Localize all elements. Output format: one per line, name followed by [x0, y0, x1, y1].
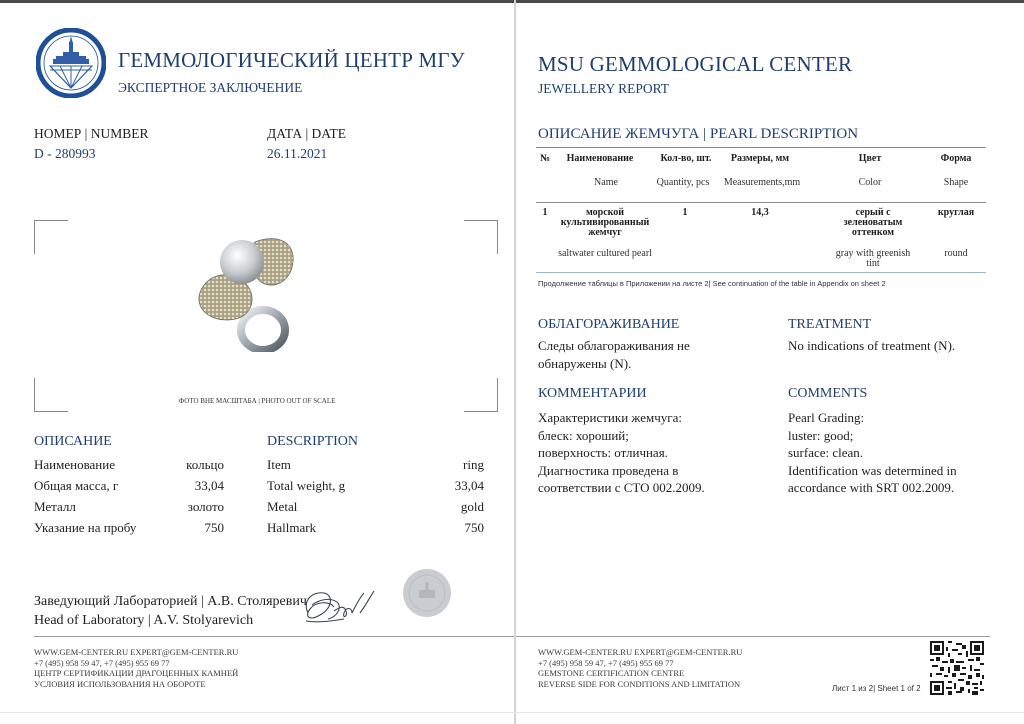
description-en-value: gold: [460, 499, 484, 514]
description-ru-label: Металл: [34, 499, 76, 514]
description-en-label: Hallmark: [267, 520, 317, 535]
description-en-value: 33,04: [454, 478, 484, 493]
description-ru-label: Наименование: [34, 457, 115, 472]
table-header-size-en: Measurements,mm: [723, 177, 801, 188]
footer-phones: +7 (495) 958 59 47, +7 (495) 955 69 77: [538, 657, 674, 668]
sheet-number: Лист 1 из 2| Sheet 1 of 2: [832, 684, 921, 693]
description-ru-value: кольцо: [186, 457, 224, 472]
description-ru-title: ОПИСАНИЕ: [34, 434, 112, 449]
photo-caption: ФОТО ВНЕ МАСШТАБА | PHOTO OUT OF SCALE: [178, 397, 336, 405]
table-cell-size: 14,3: [751, 207, 769, 218]
table-cell-name-ru: морской культивированный жемчуг: [560, 207, 650, 238]
name-en: | A.V. Stolyarevich: [147, 613, 254, 628]
table-header-border: [536, 202, 986, 203]
date-label: ДАТА | DATE: [267, 126, 347, 141]
table-header-size: Размеры, мм: [730, 153, 790, 164]
table-header-color-en: Color: [858, 177, 882, 188]
comments-en-line: accordance with SRT 002.2009.: [788, 480, 955, 495]
treatment-ru-line: обнаружены (N).: [538, 355, 632, 371]
table-header-name-en: Name: [594, 177, 618, 188]
ring-photo: [195, 232, 315, 352]
description-en-label: Item: [267, 457, 291, 472]
table-cell-no: 1: [542, 207, 548, 218]
description-en-title: DESCRIPTION: [267, 434, 359, 449]
description-ru-label: Указание на пробу: [34, 520, 137, 535]
bottom-border: [0, 712, 1024, 713]
number-value: D - 280993: [34, 146, 96, 161]
treatment-ru-line: Следы облагораживания не: [538, 338, 690, 353]
photo-frame-corner: [34, 378, 68, 412]
description-ru-value: золото: [187, 499, 224, 514]
footer-ru: [34, 647, 238, 689]
table-cell-shape-en: round: [944, 248, 968, 259]
comments-en-line: Pearl Grading:: [788, 410, 865, 425]
treatment-en-text: No indications of treatment (N).: [788, 338, 956, 353]
table-top-border: [536, 147, 986, 148]
comments-en-line: Identification was determined in: [788, 462, 957, 478]
treatment-ru-text: [538, 337, 690, 372]
comments-ru-line: Диагностика проведена в: [538, 462, 679, 478]
signature-divider: [34, 636, 514, 637]
qr-code-icon[interactable]: [930, 641, 984, 695]
footer-phones: +7 (495) 958 59 47, +7 (495) 955 69 77: [34, 657, 170, 668]
table-header-color: Цвет: [858, 153, 882, 164]
number-label: НОМЕР | NUMBER: [34, 126, 149, 141]
photo-frame-corner: [464, 378, 498, 412]
comments-ru-line: Характеристики жемчуга:: [538, 410, 682, 425]
comments-en-line: surface: clean.: [788, 445, 864, 460]
date-value: 26.11.2021: [267, 146, 328, 161]
table-continuation-note: Продолжение таблицы в Приложении на листе 2| See continuation of the table in Appendix on sheet 2: [538, 279, 886, 288]
table-header-no: №: [539, 153, 551, 164]
footer-conditions: REVERSE SIDE FOR CONDITIONS AND LIMITATION: [538, 678, 741, 689]
name-ru: | А.В. Столяревич: [200, 594, 307, 609]
description-ru-value: 33,04: [194, 478, 224, 493]
footer-contacts: WWW.GEM-CENTER.RU EXPERT@GEM-CENTER.RU: [538, 647, 743, 657]
description-ru-value: 750: [204, 520, 224, 535]
page-fold-divider: [514, 0, 516, 724]
treatment-en-title: TREATMENT: [788, 317, 872, 332]
footer-conditions: УСЛОВИЯ ИСПОЛЬЗОВАНИЯ НА ОБОРОТЕ: [34, 678, 206, 689]
description-en-value: ring: [463, 457, 484, 472]
table-header-shape: Форма: [940, 153, 972, 164]
comments-en-text: [788, 409, 957, 497]
table-bottom-border: [536, 272, 986, 273]
description-en-label: Metal: [267, 499, 298, 514]
footer-en: [538, 647, 742, 689]
footer-contacts: WWW.GEM-CENTER.RU EXPERT@GEM-CENTER.RU: [34, 647, 239, 657]
signature-icon: [298, 583, 378, 631]
table-cell-color-en: gray with greenish tint: [835, 248, 911, 269]
comments-ru-title: КОММЕНТАРИИ: [538, 386, 647, 401]
role-en: Head of Laboratory: [34, 613, 145, 628]
table-cell-color-ru: серый с зеленоватым оттенком: [843, 207, 903, 238]
photo-frame-corner: [464, 220, 498, 254]
org-title-ru: ГЕММОЛОГИЧЕСКИЙ ЦЕНТР МГУ: [118, 48, 465, 72]
pearl-description-title: ОПИСАНИЕ ЖЕМЧУГА | PEARL DESCRIPTION: [538, 126, 859, 142]
comments-ru-line: блеск: хороший;: [538, 427, 629, 443]
description-en-value: 750: [464, 520, 484, 535]
head-of-lab-en: [34, 613, 253, 629]
table-cell-qty: 1: [682, 207, 688, 218]
table-cell-name-en: saltwater cultured pearl: [558, 248, 652, 259]
footer-divider: [516, 636, 990, 637]
msu-logo-icon: [36, 28, 106, 98]
photo-frame-corner: [34, 220, 68, 254]
comments-ru-line: соответствии с СТО 002.2009.: [538, 480, 705, 495]
comments-en-line: luster: good;: [788, 427, 854, 443]
description-ru-label: Общая масса, г: [34, 478, 119, 493]
head-of-lab-ru: [34, 594, 307, 610]
footer-centre: GEMSTONE CERTIFICATION CENTRE: [538, 668, 685, 678]
org-title-en: MSU GEMMOLOGICAL CENTER: [538, 52, 853, 76]
description-en-label: Total weight, g: [267, 478, 346, 493]
role-ru: Заведующий Лабораторией: [34, 594, 198, 609]
footer-centre: ЦЕНТР СЕРТИФИКАЦИИ ДРАГОЦЕННЫХ КАМНЕЙ: [34, 668, 239, 678]
table-header-name: Наименование: [566, 153, 634, 164]
comments-ru-text: [538, 409, 705, 497]
stamp-seal-icon: [402, 568, 452, 618]
comments-ru-line: поверхность: отличная.: [538, 445, 668, 460]
table-header-qty-en: Quantity, pcs: [656, 177, 710, 188]
table-header-qty: Кол-во, шт.: [660, 153, 712, 164]
top-border: [0, 0, 1024, 3]
treatment-ru-title: ОБЛАГОРАЖИВАНИЕ: [538, 317, 680, 332]
doc-type-en: JEWELLERY REPORT: [538, 81, 670, 96]
comments-en-title: COMMENTS: [788, 386, 868, 401]
table-cell-shape-ru: круглая: [937, 207, 975, 218]
doc-type-ru: ЭКСПЕРТНОЕ ЗАКЛЮЧЕНИЕ: [118, 80, 303, 95]
table-header-shape-en: Shape: [943, 177, 969, 188]
